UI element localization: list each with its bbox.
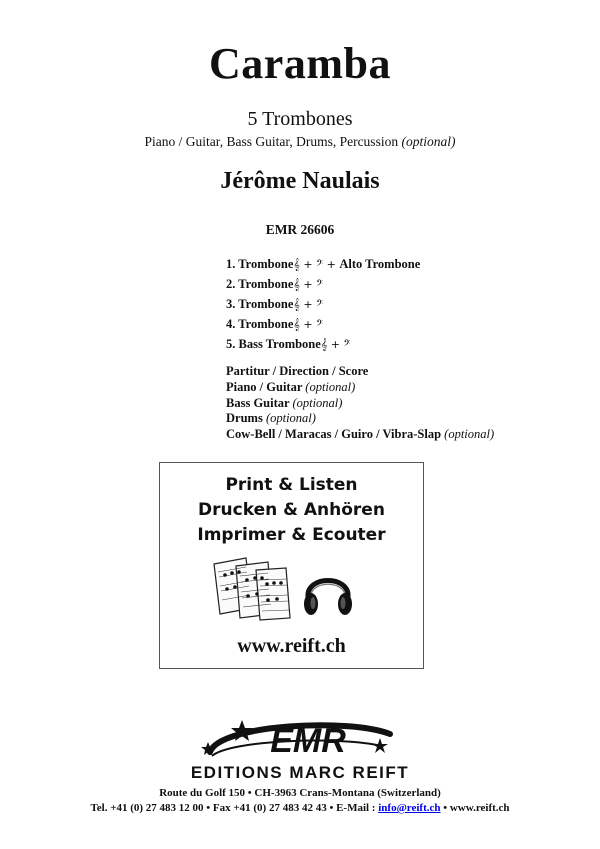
part-label: 2. Trombone xyxy=(226,277,294,291)
score-label: Piano / Guitar xyxy=(226,379,303,394)
score-label: Cow-Bell / Maracas / Guiro / Vibra-Slap xyxy=(226,427,442,442)
title: Caramba xyxy=(209,39,391,88)
publisher-name: EDITIONS MARC REIFT xyxy=(190,763,410,782)
score-item xyxy=(226,396,494,412)
score-item xyxy=(226,411,494,427)
score-optional: (optional) xyxy=(444,427,495,442)
part-suffix: Alto Trombone xyxy=(339,257,421,271)
score-optional: (optional) xyxy=(292,395,343,410)
contact-website: • www.reift.ch xyxy=(440,802,510,814)
part-item xyxy=(226,274,420,294)
promo-url[interactable]: www.reift.ch xyxy=(237,635,346,657)
instrumentation: 5 Trombones xyxy=(247,108,353,130)
clef-icons: 𝄞 + 𝄢 + xyxy=(293,258,340,271)
part-label: 4. Trombone xyxy=(226,317,294,331)
sheet-music-icon xyxy=(210,556,292,622)
part-label: 5. Bass Trombone xyxy=(226,337,321,351)
score-item xyxy=(226,427,494,443)
promo-line-2: Drucken & Anhören xyxy=(198,500,385,520)
score-label: Bass Guitar xyxy=(226,395,290,410)
promo-line-3: Imprimer & Ecouter xyxy=(197,525,386,545)
clef-icons: 𝄞 + 𝄢 xyxy=(293,298,324,311)
publisher-address: Route du Golf 150 • CH-3963 Crans-Montana (Switzerland) xyxy=(159,787,441,799)
score-optional: (optional) xyxy=(265,411,316,426)
scores-list xyxy=(226,364,494,443)
part-label: 3. Trombone xyxy=(226,297,294,311)
score-label: Drums xyxy=(226,411,263,426)
catalog-number: EMR 26606 xyxy=(265,222,335,237)
email-link[interactable]: info@reift.ch xyxy=(378,802,441,814)
accompaniment-text: Piano / Guitar, Bass Guitar, Drums, Percussion xyxy=(144,134,399,149)
publisher-contact xyxy=(0,802,600,814)
score-item xyxy=(226,380,494,396)
part-item xyxy=(226,294,420,314)
contact-phone-fax: Tel. +41 (0) 27 483 12 00 • Fax +41 (0) 27 483 42 43 • E-Mail : xyxy=(90,802,379,814)
clef-icons: 𝄞 + 𝄢 xyxy=(320,338,351,351)
score-optional: (optional) xyxy=(305,379,356,394)
part-label: 1. Trombone xyxy=(226,257,294,271)
headphones-icon xyxy=(300,563,356,619)
part-item xyxy=(226,254,420,274)
parts-list xyxy=(226,254,420,354)
clef-icons: 𝄞 + 𝄢 xyxy=(293,278,324,291)
accompaniment xyxy=(0,134,600,150)
promo-line-1: Print & Listen xyxy=(225,475,358,495)
score-label: Partitur / Direction / Score xyxy=(226,364,369,378)
part-item xyxy=(226,314,420,334)
part-item xyxy=(226,334,420,354)
composer: Jérôme Naulais xyxy=(220,168,380,194)
logo-text: EMR xyxy=(270,722,346,760)
score-item xyxy=(226,364,494,380)
emr-logo xyxy=(150,712,450,784)
print-listen-box xyxy=(159,462,424,669)
accompaniment-optional: (optional) xyxy=(401,134,456,149)
clef-icons: 𝄞 + 𝄢 xyxy=(293,318,324,331)
